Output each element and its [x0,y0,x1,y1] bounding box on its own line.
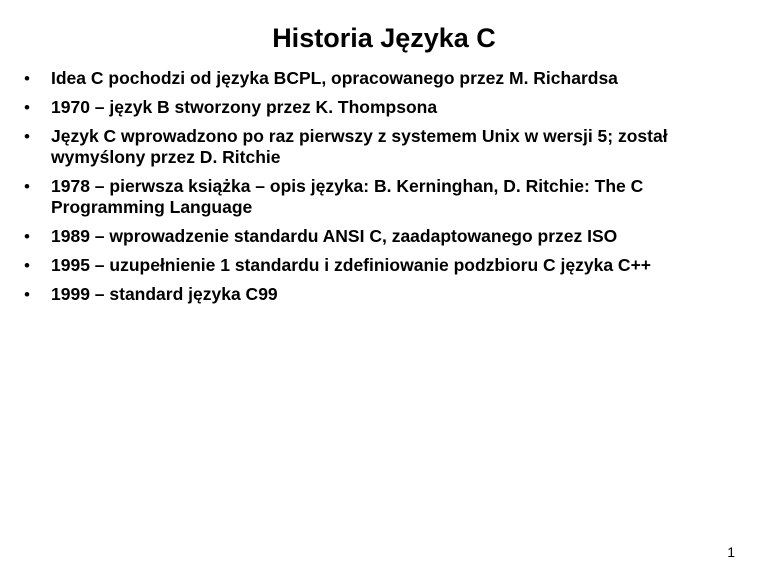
bullet-item [24,97,744,118]
bullet-icon: • [24,98,30,117]
bullet-item [24,68,744,89]
bullet-list [24,68,744,313]
slide-title: Historia Języka C [272,23,496,53]
bullet-text: Idea C pochodzi od języka BCPL, opracowanego przez M. Richardsa [51,68,618,88]
bullet-text: 1995 – uzupełnienie 1 standardu i zdefiniowanie podzbioru C języka C++ [51,255,652,275]
bullet-icon: • [24,127,30,146]
bullet-icon: • [24,256,30,275]
bullet-item [24,255,744,276]
bullet-text: 1970 – język B stworzony przez K. Thompsona [51,97,438,117]
bullet-icon: • [24,227,30,246]
bullet-icon: • [24,285,30,304]
bullet-item [24,226,744,247]
bullet-icon: • [24,69,30,88]
bullet-text: 1999 – standard języka C99 [51,284,278,304]
bullet-item [24,176,744,218]
bullet-item [24,284,744,305]
bullet-text: 1978 – pierwsza książka – opis języka: B. Kerninghan, D. Ritchie: The C Programming Language [51,176,644,217]
bullet-text: Język C wprowadzono po raz pierwszy z systemem Unix w wersji 5; został wymyślony przez D. Ritchie [51,126,668,167]
bullet-text: 1989 – wprowadzenie standardu ANSI C, zaadaptowanego przez ISO [51,226,618,246]
page-number: 1 [727,544,735,560]
bullet-item [24,126,744,168]
bullet-icon: • [24,177,30,196]
